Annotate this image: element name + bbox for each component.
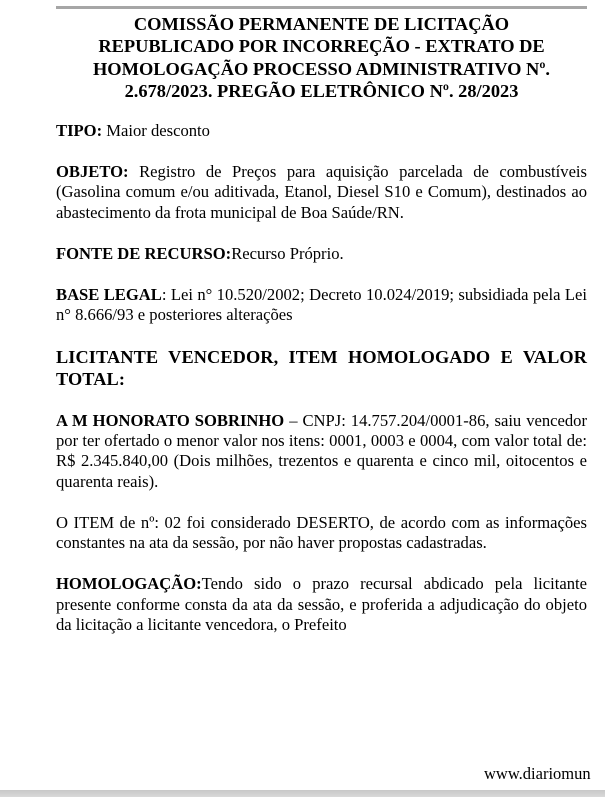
- base-legal-label: BASE LEGAL: [56, 284, 162, 304]
- item-deserto-paragraph: O ITEM de nº: 02 foi considerado DESERTO, de acordo com as informações constantes na ata da sessão, por não haver propostas cadastradas.: [56, 512, 587, 553]
- fonte-recurso-label: FONTE DE RECURSO:: [56, 243, 232, 263]
- vencedor-text: – CNPJ: 14.757.204/0001-86, saiu vencedor por ter ofertado o menor valor nos itens: 0001, 0003 e 0004, com valor total de: R$ 2.345.840,00 (Dois milhões, trezentos e quarenta e cinco mil, oitocentos e quarenta reais).: [56, 410, 588, 491]
- tipo-label: TIPO:: [56, 121, 103, 140]
- title-line-1: COMISSÃO PERMANENTE DE LICITAÇÃO: [133, 14, 510, 34]
- viewer-page-gap: [0, 790, 605, 797]
- base-legal-paragraph: [56, 285, 587, 326]
- homologacao-paragraph: [56, 574, 587, 635]
- document-body: [56, 121, 587, 656]
- title-line-2: REPUBLICADO POR INCORREÇÃO - EXTRATO DE: [98, 36, 545, 57]
- document-title: [56, 13, 587, 102]
- fonte-recurso-paragraph: [56, 244, 587, 264]
- header-rule: [56, 6, 587, 9]
- objeto-value: Registro de Preços para aquisição parcelada de combustíveis (Gasolina comum e/ou aditivada, Etanol, Diesel S10 e Comum), destinados ao abastecimento da frota municipal de Boa Saúde/RN.: [56, 161, 587, 222]
- tipo-value: Maior desconto: [102, 121, 210, 140]
- tipo-paragraph: [56, 121, 587, 141]
- licitante-heading: LICITANTE VENCEDOR, ITEM HOMOLOGADO E VALOR TOTAL:: [56, 346, 587, 390]
- footer-url: www.diariomun: [484, 764, 591, 783]
- fonte-recurso-value: Recurso Próprio.: [231, 243, 344, 263]
- homologacao-value: Tendo sido o prazo recursal abdicado pela licitante presente conforme consta da ata da sessão, e proferida a adjudicação do objeto da licitação a licitante vencedora, o Prefeito: [56, 574, 587, 634]
- objeto-paragraph: [56, 162, 587, 223]
- title-line-3: HOMOLOGAÇÃO PROCESSO ADMINISTRATIVO Nº.: [93, 58, 550, 79]
- homologacao-label: HOMOLOGAÇÃO:: [56, 574, 202, 594]
- title-line-4: 2.678/2023. PREGÃO ELETRÔNICO Nº. 28/2023: [124, 80, 519, 101]
- vencedor-paragraph: [56, 411, 587, 493]
- vencedor-name: A M HONORATO SOBRINHO: [56, 410, 285, 430]
- objeto-label: OBJETO:: [56, 161, 129, 181]
- base-legal-value: : Lei n° 10.520/2002; Decreto 10.024/2019; subsidiada pela Lei n° 8.666/93 e posteriores alterações: [56, 284, 587, 324]
